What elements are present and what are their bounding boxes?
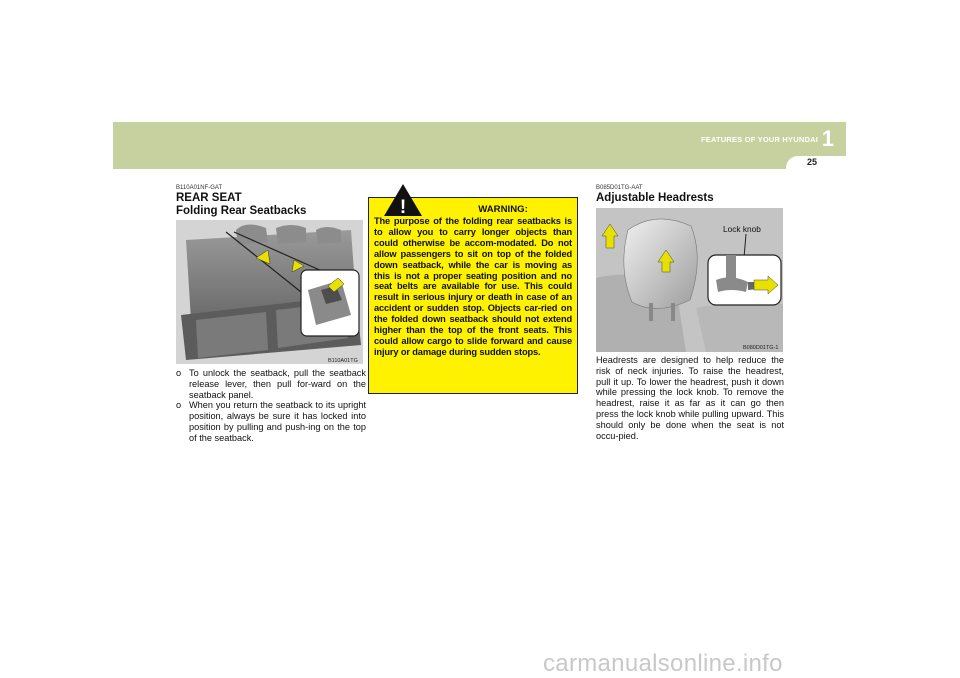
warning-triangle-icon	[383, 183, 423, 217]
svg-text:!: !	[399, 197, 407, 217]
headrest-body-text: Headrests are designed to help reduce the risk of neck injuries. To raise the headrest, pull it up. To lower the headrest, push it down while pressing the lock knob. To remove the headrest, raise it as far as it can go then press the lock knob while pulling upward. This should only be done when the seat is not occu-pied.	[596, 355, 784, 441]
chapter-number: 1	[821, 126, 834, 151]
lock-knob-label: Lock knob	[723, 224, 761, 234]
rear-seat-instructions	[176, 368, 366, 444]
list-item: o When you return the seatback to its upright position, always be sure it has locked into position by pulling and push-ing on the top of the seatback.	[176, 400, 366, 443]
section-code-rear-seat: B110A01NF-GAT	[176, 185, 223, 191]
rear-seat-image-caption: B110A01TG	[328, 358, 358, 364]
warning-box	[368, 197, 578, 394]
list-item: o To unlock the seatback, pull the seatback release lever, then pull for-ward on the seatback panel.	[176, 368, 366, 400]
warning-title: WARNING:	[478, 204, 528, 215]
watermark: carmanualsonline.info	[543, 650, 783, 677]
section-heading-rear-seat: REAR SEAT	[176, 192, 242, 204]
headrest-image-caption: B080D01TG-1	[743, 345, 779, 351]
chapter-header-band	[113, 122, 846, 169]
rear-seat-illustration	[176, 220, 363, 364]
chapter-title: FEATURES OF YOUR HYUNDAI	[700, 135, 818, 144]
subheading-folding-seatbacks: Folding Rear Seatbacks	[176, 205, 307, 217]
rear-seat-image	[176, 220, 363, 364]
page-number: 25	[806, 157, 817, 167]
warning-text: The purpose of the folding rear seatbacks is to allow you to carry longer objects than could otherwise be accom-modated. Do not allow passengers to sit on top of the folded down seatback, while the car is moving as this is not a proper seating position and no seat belts are available for use. This could result in serious injury or death in case of an accident or sudden stop. Objects car-ried on the folded down seatback should not extend higher than the top of the front seats. This could allow cargo to slide forward and cause injury or damage during sudden stops.	[374, 216, 572, 357]
section-code-headrests: B085D01TG-AAT	[596, 185, 643, 191]
section-heading-headrests: Adjustable Headrests	[596, 192, 714, 204]
